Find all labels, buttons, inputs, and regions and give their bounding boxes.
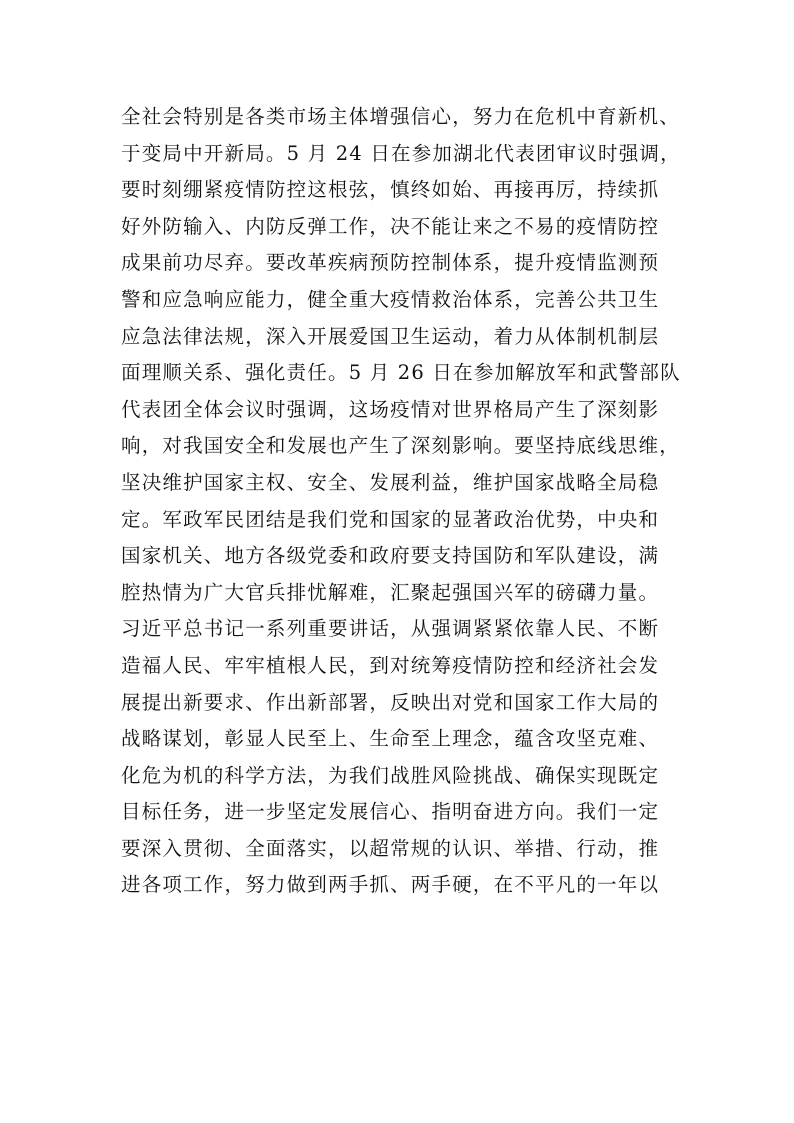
text-line: 坚决维护国家主权、安全、发展利益，维护国家战略全局稳 <box>121 470 660 494</box>
text-line: 展提出新要求、作出新部署，反映出对党和国家工作大局的 <box>121 690 660 714</box>
text-line: 要深入贯彻、全面落实，以超常规的认识、举措、行动，推 <box>121 836 660 860</box>
body-text <box>121 99 691 904</box>
text-line: 于变局中开新局。5 月 24 日在参加湖北代表团审议时强调， <box>121 141 681 165</box>
text-line: 习近平总书记一系列重要讲话，从强调紧紧依靠人民、不断 <box>121 617 660 641</box>
text-line: 目标任务，进一步坚定发展信心、指明奋进方向。我们一定 <box>121 800 660 824</box>
text-line: 全社会特别是各类市场主体增强信心，努力在危机中育新机、 <box>121 105 680 128</box>
text-line: 好外防输入、内防反弹工作，决不能让来之不易的疫情防控 <box>121 214 660 238</box>
text-line: 定。军政军民团结是我们党和国家的显著政治优势，中央和 <box>121 507 660 531</box>
text-line: 化危为机的科学方法，为我们战胜风险挑战、确保实现既定 <box>121 763 660 787</box>
text-line: 要时刻绷紧疫情防控这根弦，慎终如始、再接再厉，持续抓 <box>121 178 660 202</box>
text-line: 应急法律法规，深入开展爱国卫生运动，着力从体制机制层 <box>121 324 660 348</box>
text-line: 腔热情为广大官兵排忧解难，汇聚起强国兴军的磅礴力量。 <box>121 580 660 604</box>
text-line: 战略谋划，彰显人民至上、生命至上理念，蕴含攻坚克难、 <box>121 727 660 751</box>
text-line: 面理顺关系、强化责任。5 月 26 日在参加解放军和武警部队 <box>121 361 681 385</box>
text-line: 响，对我国安全和发展也产生了深刻影响。要坚持底线思维， <box>121 434 680 458</box>
text-line: 进各项工作，努力做到两手抓、两手硬，在不平凡的一年以 <box>121 873 660 897</box>
text-line: 成果前功尽弃。要改革疾病预防控制体系，提升疫情监测预 <box>121 251 660 275</box>
text-line: 造福人民、牢牢植根人民，到对统筹疫情防控和经济社会发 <box>121 653 660 677</box>
text-line: 国家机关、地方各级党委和政府要支持国防和军队建设，满 <box>121 544 660 568</box>
text-line: 警和应急响应能力，健全重大疫情救治体系，完善公共卫生 <box>121 287 660 311</box>
text-line: 代表团全体会议时强调，这场疫情对世界格局产生了深刻影 <box>121 397 660 421</box>
